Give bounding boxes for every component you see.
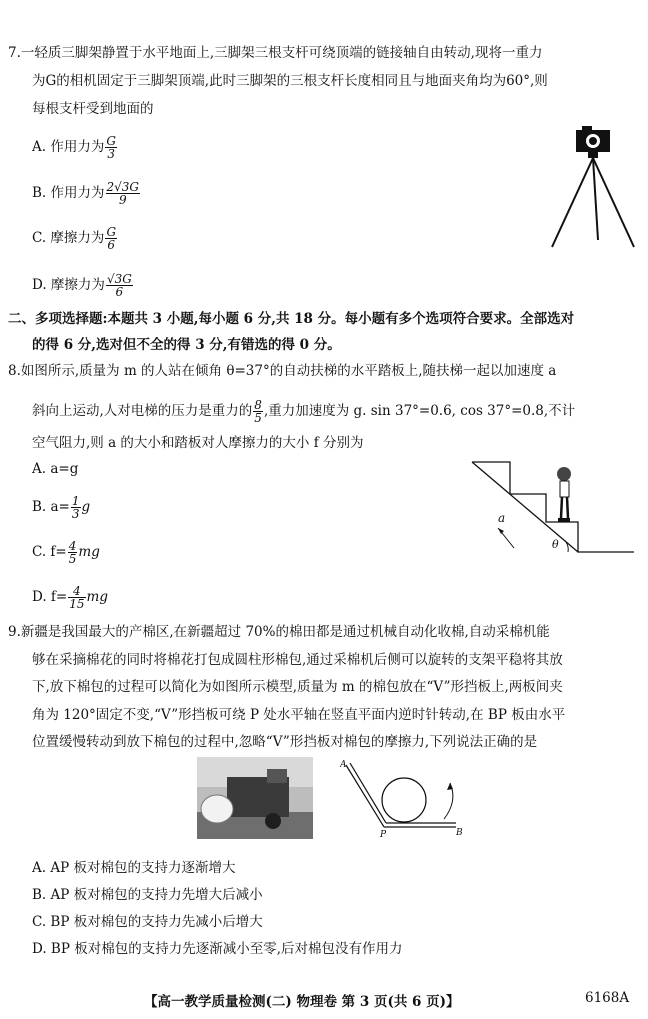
q8-option-b-prefix: B. a= <box>32 499 70 515</box>
q8-option-b-num: 1 <box>71 494 80 508</box>
person-head <box>557 467 571 481</box>
camera-lens <box>589 137 597 145</box>
person-leg-right <box>567 497 568 518</box>
q7-option-d-prefix: D. 摩擦力为 <box>32 277 105 293</box>
q8-option-c-den: 5 <box>68 552 77 566</box>
q8-stem-line3: 空气阻力,则 a 的大小和踏板对人摩擦力的大小 f 分别为 <box>32 435 364 451</box>
tripod-leg-right <box>593 158 634 247</box>
q7-option-b <box>32 181 141 206</box>
q8-option-a: A. a=g <box>32 461 79 477</box>
v-board-diagram <box>340 757 470 839</box>
cotton-bale <box>201 795 233 823</box>
q7-option-b-num: 2√3G <box>106 180 140 194</box>
theta-label: θ <box>552 538 559 551</box>
acceleration-arrowhead <box>498 528 504 534</box>
rotation-arrowhead <box>447 783 453 790</box>
q8-stem-den: 5 <box>254 411 262 425</box>
q9-stem-line1: 9.新疆是我国最大的产棉区,在新疆超过 70%的棉田都是通过机械自动化收棉,自动采棉机能 <box>8 624 550 640</box>
q8-option-d-den: 15 <box>69 597 85 611</box>
q9-stem-line4: 角为 120°固定不变,“V”形挡板可绕 P 处水平轴在竖直平面内逆时针转动,在 BP 板由水平 <box>32 707 566 723</box>
section2-line2: 的得 6 分,选对但不全的得 3 分,有错选的得 0 分。 <box>32 337 341 353</box>
q8-option-c-fraction <box>68 540 78 565</box>
label-p: P <box>380 830 387 839</box>
tripod-camera-figure <box>548 125 638 250</box>
q8-option-c <box>32 540 100 565</box>
person-feet <box>558 518 570 522</box>
tripod-leg-middle <box>593 158 598 240</box>
cotton-harvester-photo <box>197 757 313 839</box>
q7-option-b-fraction <box>106 181 141 206</box>
q9-stem-line2: 够在采摘棉花的同时将棉花打包成圆柱形棉包,通过采棉机后侧可以旋转的支架平稳将其放 <box>32 652 563 668</box>
section2-line1: 二、多项选择题:本题共 3 小题,每小题 6 分,共 18 分。每小题有多个选项符合要求。全部选对 <box>8 311 575 327</box>
harvester-wheel <box>265 813 281 829</box>
q8-option-d-fraction <box>68 585 85 610</box>
paper-code: 6168A <box>585 990 630 1006</box>
q9-option-d: D. BP 板对棉包的支持力先逐渐减小至零,后对棉包没有作用力 <box>32 941 403 957</box>
q8-stem-line2 <box>32 399 575 424</box>
camera-flash <box>582 126 592 131</box>
harvester-cab <box>267 769 287 783</box>
q7-option-b-prefix: B. 作用力为 <box>32 185 105 201</box>
q7-stem-line3: 每根支杆受到地面的 <box>32 101 154 117</box>
tripod-leg-left <box>552 158 593 247</box>
q7-option-a-fraction <box>105 135 117 160</box>
q7-option-d-fraction <box>106 273 133 298</box>
q8-option-b-den: 3 <box>71 507 80 521</box>
q7-option-c-num: G <box>106 225 117 239</box>
q9-option-a: A. AP 板对棉包的支持力逐渐增大 <box>32 860 236 876</box>
q7-option-d <box>32 273 134 298</box>
q8-option-c-suffix: mg <box>78 544 100 560</box>
q8-stem-line2-b: ,重力加速度为 g. sin 37°=0.6, cos 37°=0.8,不计 <box>263 403 576 419</box>
q8-option-b-fraction <box>71 495 81 520</box>
q8-option-b-suffix: g <box>81 499 91 515</box>
board-ap-inner <box>350 763 386 823</box>
page-footer: 【高一教学质量检测(二) 物理卷 第 3 页(共 6 页)】 <box>144 994 460 1010</box>
q7-option-a-num: G <box>106 134 116 148</box>
person-leg-left <box>561 497 562 518</box>
q8-option-b <box>32 495 90 520</box>
q7-option-c-fraction <box>105 226 117 251</box>
q7-option-a-den: 3 <box>107 147 115 161</box>
board-ap-outer <box>346 765 384 827</box>
q9-option-b: B. AP 板对棉包的支持力先增大后减小 <box>32 887 263 903</box>
cotton-bale-circle <box>382 778 426 822</box>
q8-option-c-num: 4 <box>68 539 77 553</box>
q9-stem-line5: 位置缓慢转动到放下棉包的过程中,忽略“V”形挡板对棉包的摩擦力,下列说法正确的是 <box>32 734 538 750</box>
q7-option-a <box>32 135 118 160</box>
q7-stem-line2: 为G的相机固定于三脚架顶端,此时三脚架的三根支杆长度相同且与地面夹角均为60°,则 <box>32 73 548 89</box>
q9-option-c: C. BP 板对棉包的支持力先减小后增大 <box>32 914 263 930</box>
tripod-head <box>588 152 598 158</box>
q7-option-d-den: 6 <box>115 285 124 299</box>
q8-option-d-suffix: mg <box>86 589 108 605</box>
q8-stem-line2-a: 斜向上运动,人对电梯的压力是重力的 <box>32 403 253 419</box>
q8-stem-line1: 8.如图所示,质量为 m 的人站在倾角 θ=37°的自动扶梯的水平踏板上,随扶梯一起以加速度 a <box>8 363 557 379</box>
q7-option-c <box>32 226 118 251</box>
person-body <box>560 481 569 497</box>
acceleration-label: a <box>498 511 506 525</box>
q8-option-d-num: 4 <box>68 585 85 598</box>
q8-stem-num: 8 <box>254 398 262 412</box>
q7-option-d-num: √3G <box>106 272 132 286</box>
q8-option-d <box>32 585 108 610</box>
q7-stem-line1: 7.一轻质三脚架静置于水平地面上,三脚架三根支杆可绕顶端的链接轴自由转动,现将一重力 <box>8 45 543 61</box>
label-a: A <box>340 760 347 770</box>
q7-option-c-den: 6 <box>107 238 116 252</box>
q7-option-b-den: 9 <box>118 193 127 207</box>
label-b: B <box>456 828 463 838</box>
q8-option-d-prefix: D. f= <box>32 589 68 605</box>
escalator-figure <box>468 458 638 558</box>
q7-option-a-prefix: A. 作用力为 <box>32 139 105 155</box>
q8-option-c-prefix: C. f= <box>32 544 67 560</box>
q7-option-c-prefix: C. 摩擦力为 <box>32 230 105 246</box>
q8-stem-fraction <box>253 399 263 424</box>
q9-stem-line3: 下,放下棉包的过程可以简化为如图所示模型,质量为 m 的棉包放在“V”形挡板上,两板间夹 <box>32 679 563 695</box>
